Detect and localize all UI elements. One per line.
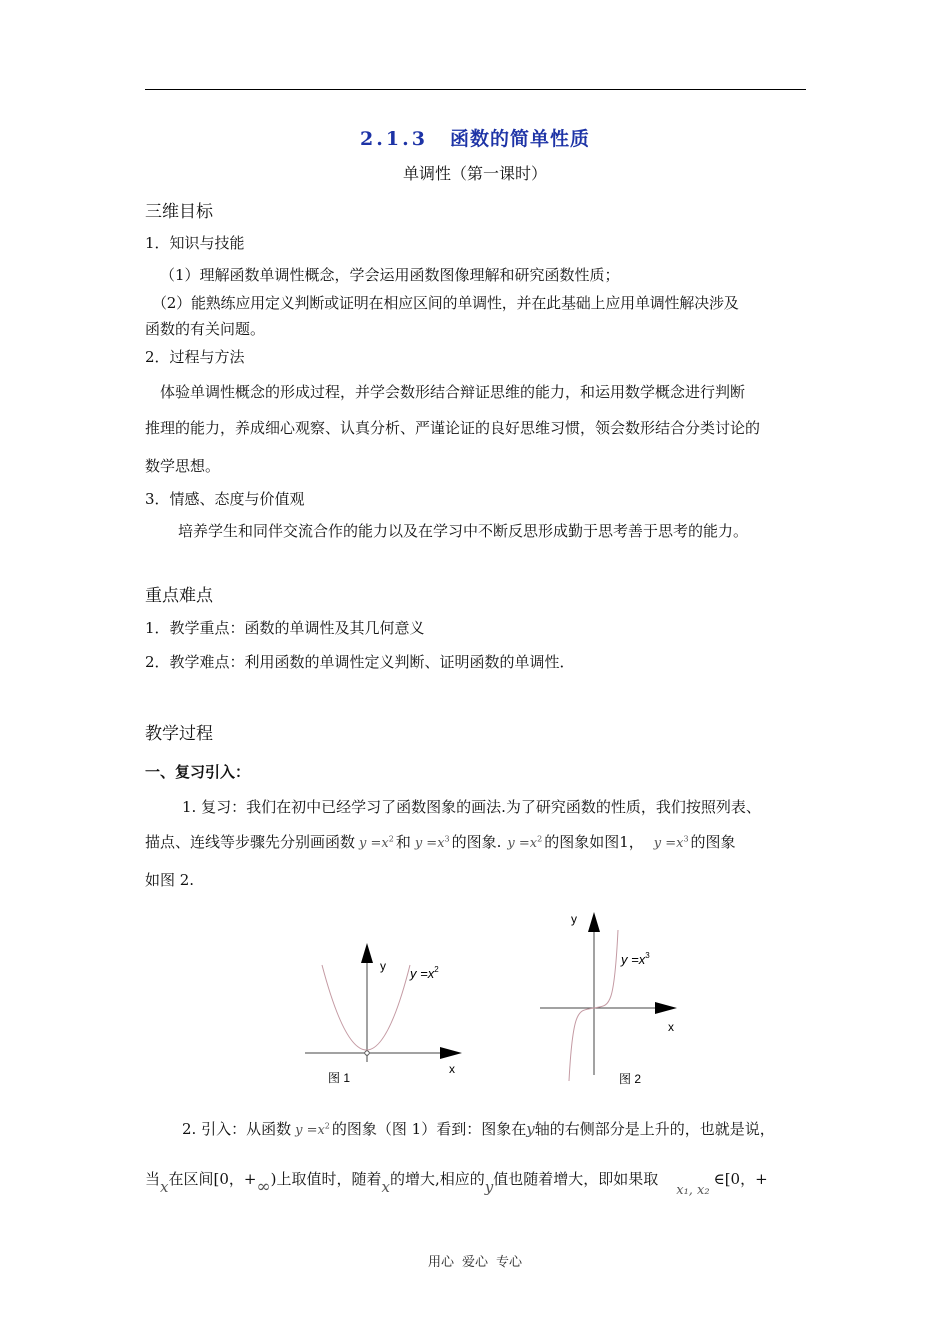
goal2-line2: 推理的能力，养成细心观察、认真分析、严谨论证的良好思维习惯，领会数形结合分类讨论的	[145, 419, 761, 437]
goal3-line1: 培养学生和同伴交流合作的能力以及在学习中不断反思形成勤于思考善于思考的能力。	[178, 522, 749, 540]
review-line1: 1. 复习：我们在初中已经学习了函数图象的画法.为了研究函数的性质，我们按照列表、	[182, 798, 761, 816]
fig2-x-arrow	[655, 1002, 677, 1014]
goal2-title: 2．过程与方法	[145, 348, 245, 366]
goal1-title: 1．知识与技能	[145, 234, 245, 252]
goal2-line3: 数学思想。	[145, 457, 221, 475]
goal1-line1: （1）理解函数单调性概念，学会运用函数图像理解和研究函数性质；	[160, 266, 620, 284]
fig1-x-label: x	[449, 1062, 455, 1076]
fig2-y-arrow	[588, 912, 600, 932]
review-line2: 描点、连线等步骤先分别画函数 $y =x^2$ 和 $y =x^3$ 的图象. $y =x^2$ 的图象如图1， $y =x^3$ 的图象	[145, 833, 736, 851]
fig2-y-label: y	[571, 912, 577, 926]
keypoints-heading: 重点难点	[145, 586, 213, 606]
intro-line2: 当x在区间[0，+∞)上取值时，随着x的增大,相应的y值也随着增大，即如果取x₁, x₂∈[0，+	[145, 1170, 768, 1198]
goal1-line2: （2）能熟练应用定义判断或证明在相应区间的单调性，并在此基础上应用单调性解决涉及	[152, 294, 739, 312]
fig1-caption: 图 1	[328, 1071, 351, 1085]
figure-1	[300, 940, 470, 1090]
fig2-equation: $y =x^3$	[621, 951, 650, 967]
fig1-x-arrow	[440, 1047, 462, 1059]
fig1-y-label: y	[380, 959, 386, 973]
fig1-equation: $y =x^2$	[410, 965, 439, 981]
intro-line1: 2. 引入：从函数 $y =x^2$ 的图象（图 1）看到：图象在y轴的右侧部分是上升的，也就是说，	[182, 1120, 775, 1138]
keypoint-2: 2．教学难点：利用函数的单调性定义判断、证明函数的单调性．	[145, 653, 575, 671]
goal3-title: 3．情感、态度与价值观	[145, 490, 305, 508]
fig2-caption: 图 2	[619, 1072, 642, 1086]
page-title: 2.1.3 函数的简单性质	[360, 128, 590, 150]
review-line3: 如图 2.	[145, 871, 195, 889]
goal1-line3: 函数的有关问题。	[145, 320, 266, 338]
section-1-heading: 一、复习引入：	[145, 763, 251, 781]
fig1-origin	[365, 1051, 369, 1055]
fig1-y-arrow	[361, 943, 373, 963]
figure-2	[535, 905, 685, 1090]
goal2-line1: 体验单调性概念的形成过程，并学会数形结合辩证思维的能力，和运用数学概念进行判断	[160, 383, 746, 401]
keypoint-1: 1．教学重点：函数的单调性及其几何意义	[145, 619, 425, 637]
fig1-parabola-curve	[322, 965, 410, 1050]
fig2-x-label: x	[668, 1020, 674, 1034]
process-heading: 教学过程	[145, 724, 213, 744]
header-rule	[145, 89, 806, 90]
page-footer: 用心 爱心 专心	[427, 1255, 523, 1270]
goals-heading: 三维目标	[145, 202, 213, 222]
page-subtitle: 单调性（第一课时）	[402, 164, 547, 183]
